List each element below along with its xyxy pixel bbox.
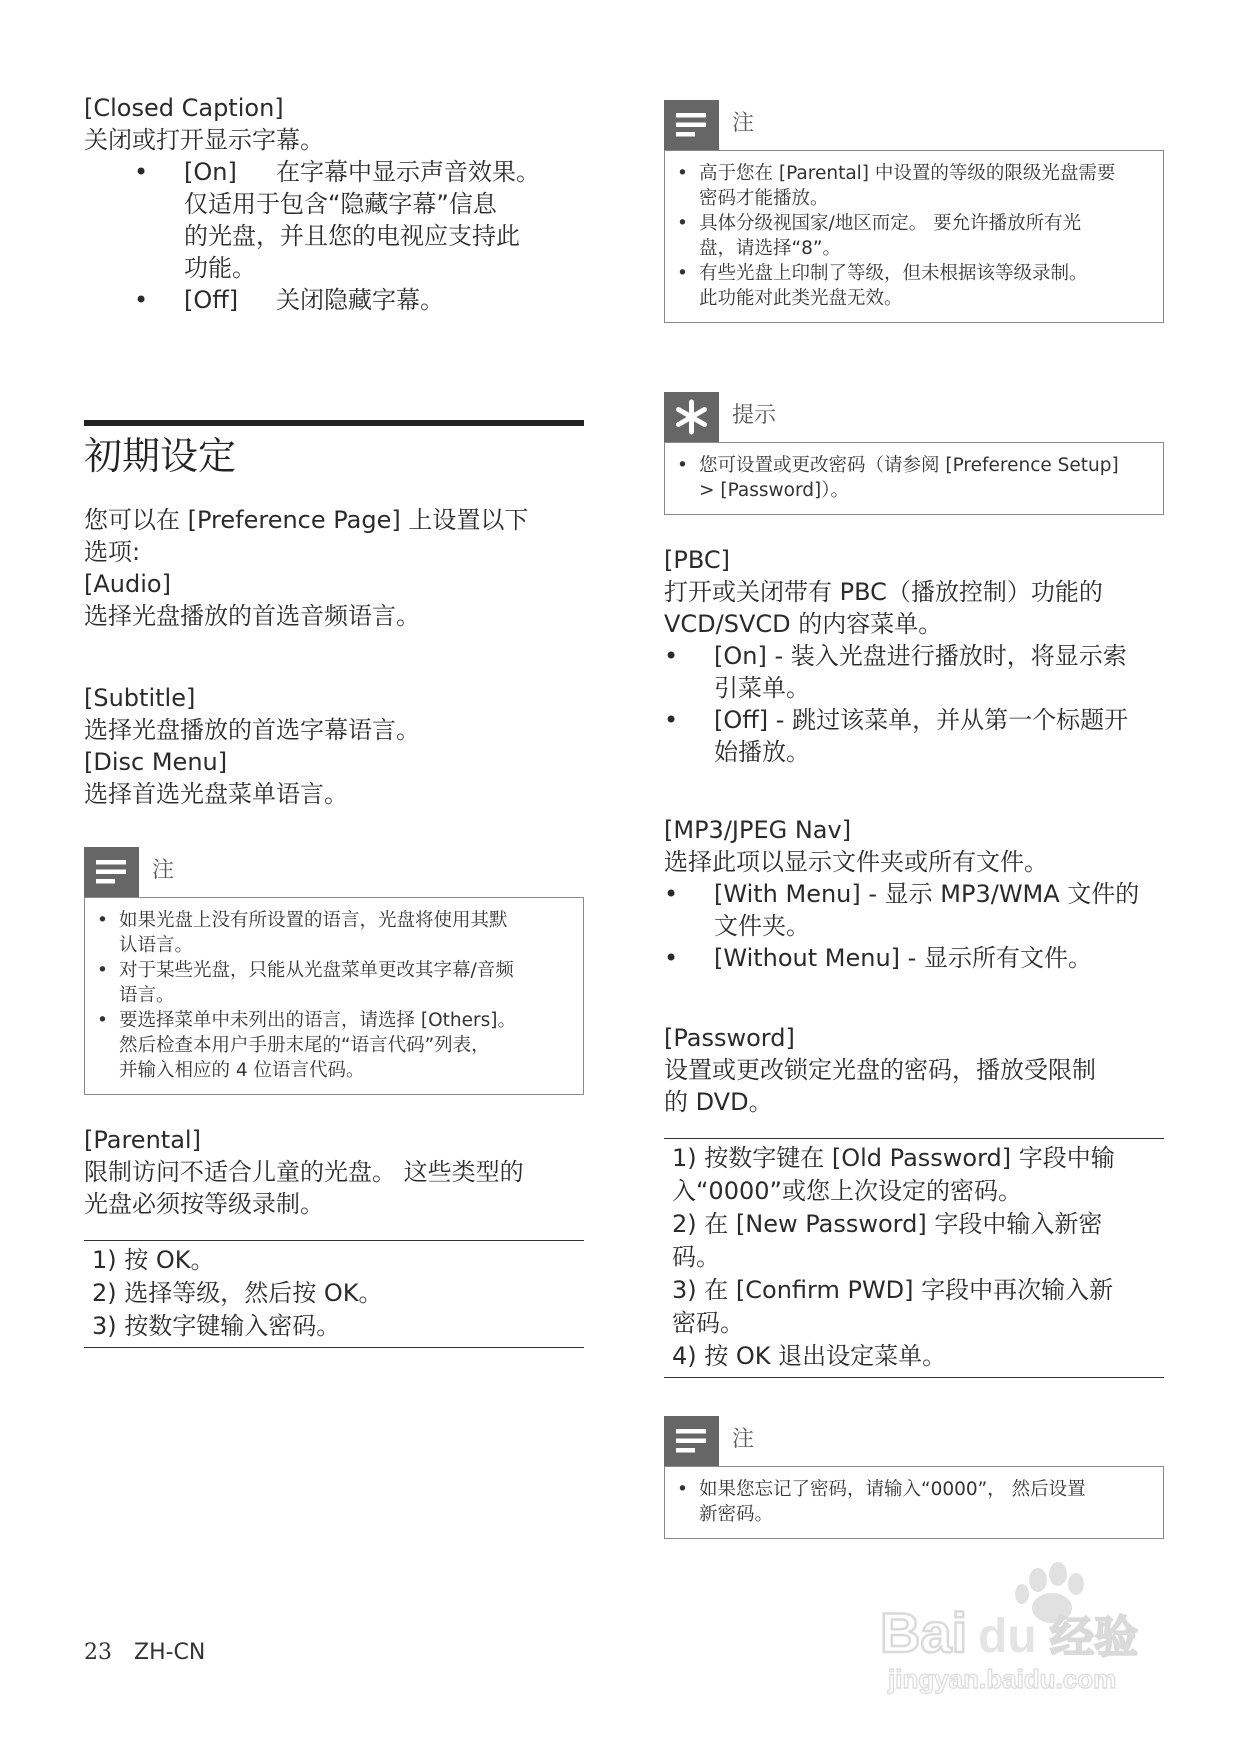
password-heading: [Password] (664, 1024, 795, 1052)
note-item-line: 如果您忘记了密码，请输入“0000”， 然后设置 (699, 1479, 1086, 1500)
note-item (95, 958, 571, 1008)
note-item-line: 语言。 (119, 985, 175, 1006)
note-item-line: 盘，请选择“8”。 (699, 238, 841, 259)
audio-heading: [Audio] (84, 570, 171, 598)
tip-header (664, 392, 1164, 442)
language-code: ZH-CN (134, 1640, 206, 1665)
section-title: 初期设定 (84, 434, 237, 478)
parental-steps (84, 1240, 584, 1348)
pbc-desc-2: VCD/SVCD 的内容菜单。 (664, 610, 943, 638)
intro-block (84, 504, 584, 632)
note-item-line: 认语言。 (119, 935, 194, 956)
note-label: 注 (732, 1427, 755, 1452)
audio-desc: 选择光盘播放的首选音频语言。 (84, 602, 420, 630)
pbc-option-line: 引菜单。 (714, 674, 810, 702)
note-item-line: 新密码。 (699, 1504, 774, 1525)
note-header (664, 100, 1164, 150)
tip-item-line: 您可设置或更改密码（请参阅 [Preference Setup] (699, 455, 1119, 476)
section-rule (84, 420, 584, 426)
note-item-line: 并输入相应的 4 位语言代码。 (119, 1060, 365, 1081)
mp3-nav-heading: [MP3/JPEG Nav] (664, 816, 852, 844)
subtitle-block (84, 682, 584, 810)
note-item-line: 此功能对此类光盘无效。 (699, 288, 903, 309)
baidu-watermark-logo (870, 1560, 1170, 1710)
note-label: 注 (152, 858, 175, 883)
password-block (664, 1022, 1164, 1378)
section-header (84, 420, 584, 480)
mp3-option-with-menu (664, 878, 1164, 942)
mp3-nav-options (664, 878, 1164, 974)
closed-caption-block (84, 92, 584, 316)
mp3-option-line: [With Menu] - 显示 MP3/WMA 文件的 (714, 880, 1140, 908)
watermark-url: jingyan.baidu.com (888, 1664, 1117, 1694)
note-item (95, 908, 571, 958)
pbc-desc-1: 打开或关闭带有 PBC（播放控制）功能的 (664, 578, 1103, 606)
password-step: 4) 按 OK 退出设定菜单。 (672, 1342, 947, 1370)
password-steps (664, 1138, 1164, 1378)
parental-desc-2: 光盘必须按等级录制。 (84, 1190, 324, 1218)
pbc-block (664, 544, 1164, 768)
note-box-forgot-password (664, 1416, 1164, 1539)
parental-step: 2) 选择等级，然后按 OK。 (92, 1279, 383, 1307)
mp3-option-without-menu (664, 942, 1164, 974)
parental-block (84, 1124, 584, 1348)
pbc-heading: [PBC] (664, 546, 730, 574)
option-on-cont-3: 功能。 (184, 254, 256, 282)
note-header (84, 847, 584, 897)
note-header (664, 1416, 1164, 1466)
option-off-text: 关闭隐藏字幕。 (276, 286, 444, 314)
tip-asterisk-icon (664, 392, 719, 442)
note-item-line: 具体分级视国家/地区而定。 要允许播放所有光 (699, 213, 1082, 234)
password-step: 入“0000”或您上次设定的密码。 (672, 1177, 1022, 1205)
note-item-line: 如果光盘上没有所设置的语言，光盘将使用其默 (119, 910, 508, 931)
option-on-label: [On] (184, 158, 237, 186)
password-step: 码。 (672, 1243, 720, 1271)
page-footer (84, 1640, 205, 1665)
intro-line-1: 您可以在 [Preference Page] 上设置以下 (84, 506, 529, 534)
note-box-parental (664, 100, 1164, 323)
option-on-text: 在字幕中显示声音效果。 (276, 158, 540, 186)
password-step: 3) 在 [Confirm PWD] 字段中再次输入新 (672, 1276, 1114, 1304)
note-list (95, 908, 571, 1083)
note-icon (84, 847, 139, 897)
subtitle-desc: 选择光盘播放的首选字幕语言。 (84, 716, 420, 744)
parental-heading: [Parental] (84, 1126, 201, 1154)
option-on (134, 156, 584, 284)
note-item (675, 211, 1151, 261)
note-item-line: 密码才能播放。 (699, 188, 829, 209)
password-step: 2) 在 [New Password] 字段中输入新密 (672, 1210, 1103, 1238)
option-on-cont-1: 仅适用于包含“隐藏字幕”信息 (184, 190, 497, 218)
note-item-line: 然后检查本用户手册末尾的“语言代码”列表， (119, 1035, 490, 1056)
tip-item (675, 453, 1151, 503)
note-item (675, 261, 1151, 311)
watermark-cn: 经验 (1050, 1612, 1138, 1663)
note-list (675, 161, 1151, 311)
note-body (84, 897, 584, 1095)
parental-step: 3) 按数字键输入密码。 (92, 1312, 341, 1340)
pbc-option-line: 始播放。 (714, 738, 810, 766)
parental-step: 1) 按 OK。 (92, 1246, 215, 1274)
note-box-language (84, 847, 584, 1095)
watermark-brand: Bai (880, 1601, 968, 1664)
note-icon (664, 100, 719, 150)
password-step: 1) 按数字键在 [Old Password] 字段中输 (672, 1144, 1115, 1172)
password-desc-2: 的 DVD。 (664, 1088, 773, 1116)
watermark-brand-du: du (978, 1610, 1037, 1663)
password-desc-1: 设置或更改锁定光盘的密码，播放受限制 (664, 1056, 1096, 1084)
tip-body (664, 442, 1164, 515)
mp3-nav-desc: 选择此项以显示文件夹或所有文件。 (664, 848, 1048, 876)
option-off (134, 284, 584, 316)
note-item-line: 高于您在 [Parental] 中设置的等级的限级光盘需要 (699, 163, 1116, 184)
mp3-nav-block (664, 814, 1164, 974)
note-list (675, 1477, 1151, 1527)
note-label: 注 (732, 111, 755, 136)
pbc-option-line: [Off] - 跳过该菜单，并从第一个标题开 (714, 706, 1129, 734)
note-item-line: 对于某些光盘，只能从光盘菜单更改其字幕/音频 (119, 960, 514, 981)
disc-menu-desc: 选择首选光盘菜单语言。 (84, 780, 348, 808)
note-body (664, 150, 1164, 323)
note-item (95, 1008, 571, 1083)
pbc-option-off (664, 704, 1164, 768)
pbc-options (664, 640, 1164, 768)
note-item (675, 161, 1151, 211)
note-body (664, 1466, 1164, 1539)
option-off-label: [Off] (184, 286, 239, 314)
parental-desc-1: 限制访问不适合儿童的光盘。 这些类型的 (84, 1158, 524, 1186)
tip-item-line: > [Password]）。 (699, 480, 849, 501)
tip-list (675, 453, 1151, 503)
mp3-option-line: [Without Menu] - 显示所有文件。 (714, 944, 1092, 972)
option-on-cont-2: 的光盘，并且您的电视应支持此 (184, 222, 520, 250)
note-item-line: 要选择菜单中未列出的语言，请选择 [Others]。 (119, 1010, 516, 1031)
closed-caption-heading: [Closed Caption] (84, 94, 284, 122)
note-item-line: 有些光盘上印制了等级，但未根据该等级录制。 (699, 263, 1088, 284)
pbc-option-on (664, 640, 1164, 704)
note-item (675, 1477, 1151, 1527)
tip-label: 提示 (732, 403, 777, 428)
disc-menu-heading: [Disc Menu] (84, 748, 228, 776)
closed-caption-desc: 关闭或打开显示字幕。 (84, 126, 324, 154)
page-number: 23 (84, 1640, 112, 1665)
note-icon (664, 1416, 719, 1466)
closed-caption-options (134, 156, 584, 316)
intro-line-2: 选项: (84, 538, 141, 566)
pbc-option-line: [On] - 装入光盘进行播放时，将显示索 (714, 642, 1127, 670)
subtitle-heading: [Subtitle] (84, 684, 196, 712)
password-step: 密码。 (672, 1309, 744, 1337)
tip-box-password (664, 392, 1164, 515)
mp3-option-line: 文件夹。 (714, 912, 810, 940)
